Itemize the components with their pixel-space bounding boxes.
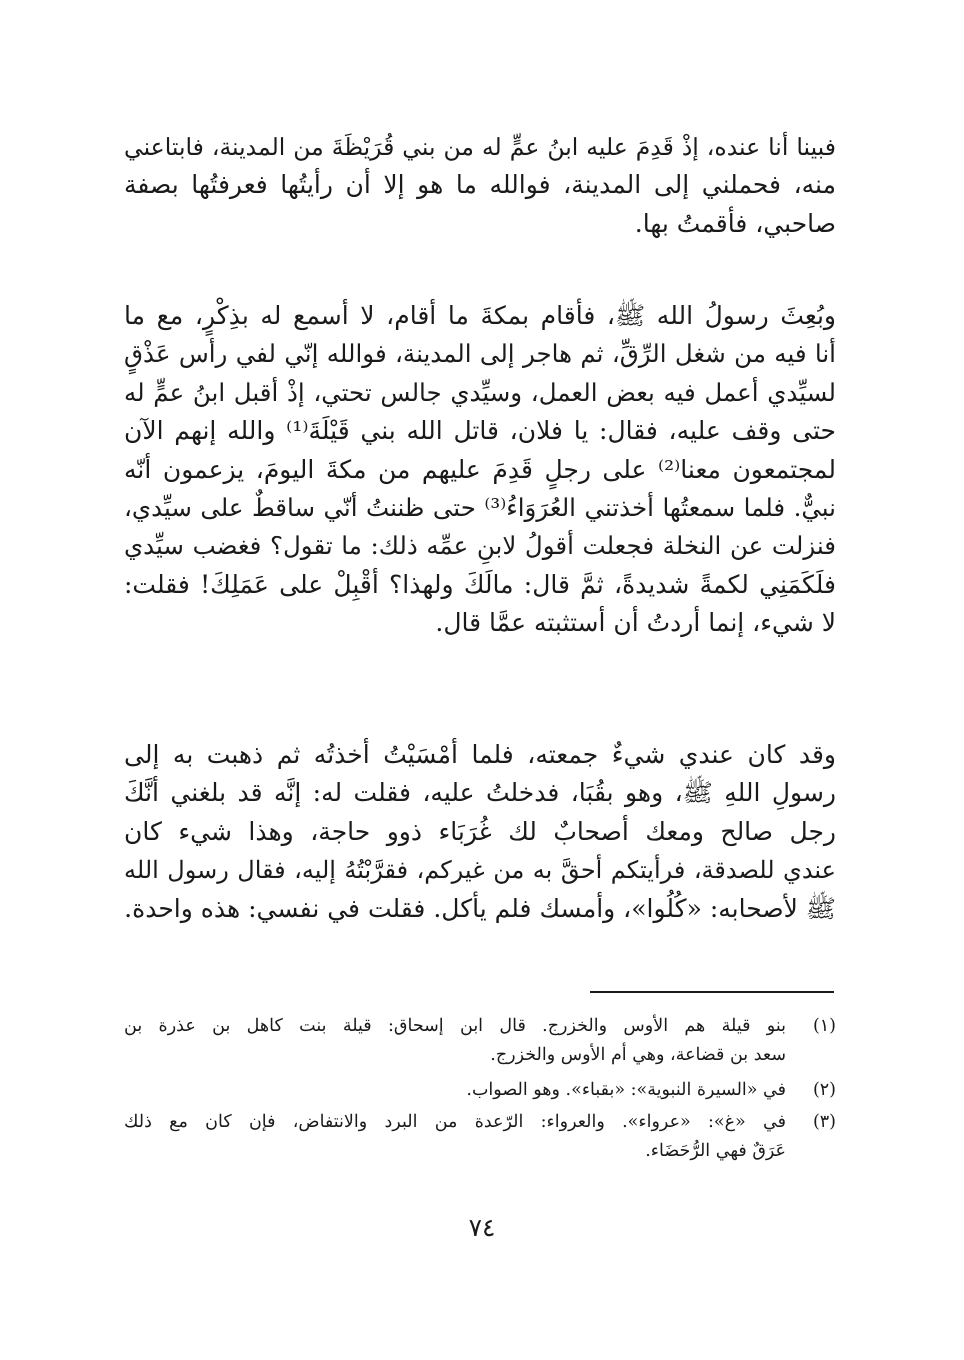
footnote-line: بنو قيلة هم الأوس والخزرج. قال ابن إسحاق: قيلة بنت كاهل بن عذرة بن — [124, 1016, 786, 1036]
footnote-text — [124, 1076, 786, 1105]
text-line: أنا فيه من شغل الرِّقِّ، ثم هاجر إلى المدينة، فوالله إنّي لفي رأس عَذْقٍ — [124, 339, 836, 369]
paragraph-3 — [124, 736, 836, 928]
footnote-number: (٢) — [812, 1080, 836, 1100]
footnote-line: سعد بن قضاعة، وهي أم الأوس والخزرج. — [490, 1045, 786, 1065]
text-line: وبُعِثَ رسولُ الله ﷺ، فأقام بمكةَ ما أقام، لا أسمع له بذِكْرٍ، مع ما — [124, 301, 836, 330]
page-number: ٧٤ — [468, 1213, 496, 1242]
footnotes — [124, 1012, 836, 1166]
footnote-1 — [124, 1012, 836, 1070]
footnote-2 — [124, 1076, 836, 1105]
footnote-number: (٣) — [812, 1112, 836, 1132]
text-line: عندي للصدقة، فرأيتكم أحقَّ به من غيركم، فقرَّبْتُهُ إليه، فقال رسول الله — [124, 856, 836, 885]
footnote-text — [124, 1108, 786, 1166]
text-line: فنزلت عن النخلة فجعلت أقولُ لابنِ عمِّه ذلك: ما تقول؟ فغضب سيِّدي — [124, 531, 836, 561]
footnote-divider — [590, 991, 834, 993]
paragraph-2 — [124, 297, 836, 643]
text-line: لمجتمعون معنا⁽²⁾ على رجلٍ قَدِمَ عليهم من مكةَ اليومَ، يزعمون أنّه — [124, 454, 836, 484]
footnote-text — [124, 1012, 786, 1070]
paragraph-1 — [124, 128, 836, 243]
text-line: فلَكَمَنِي لكمةً شديدةً، ثمَّ قال: مالَكَ ولهذا؟ أقْبِلْ على عَمَلِكَ! فقلت: — [124, 569, 836, 599]
footnote-line: في «غ»: «عرواء». والعرواء: الرّعدة من البرد والانتفاض، فإن كان مع ذلك — [124, 1112, 786, 1132]
text-line: نبيٌّ. فلما سمعتُها أخذتني العُرَوَاءُ⁽³⁾ حتى ظننتُ أنّي ساقطٌ على سيِّدي، — [124, 493, 836, 523]
text-line: لا شيء، إنما أردتُ أن أستثبته عمَّا قال. — [435, 608, 836, 638]
footnote-line: عَرَقٌ فهي الرُّحَضَاء. — [645, 1141, 786, 1161]
text-line: منه، فحملني إلى المدينة، فوالله ما هو إلا أن رأيتُها فعرفتُها بصفة — [124, 170, 836, 200]
text-line: فبينا أنا عنده، إذْ قَدِمَ عليه ابنُ عمٍّ له من بني قُرَيْظَةَ من المدينة، فابتاعني — [124, 133, 836, 161]
footnote-number: (١) — [812, 1016, 836, 1036]
footnote-3 — [124, 1108, 836, 1166]
text-line: لسيِّدي أعمل فيه بعض العمل، وسيِّدي جالس تحتي، إذْ أقبل ابنُ عمٍّ له — [124, 377, 836, 407]
text-line: وقد كان عندي شيءٌ جمعته، فلما أمْسَيْتُ أخذتُه ثم ذهبت به إلى — [124, 740, 836, 769]
footnote-line: في «السيرة النبوية»: «بقباء». وهو الصواب. — [466, 1080, 786, 1100]
text-line: ﷺ لأصحابه: «كُلُوا»، وأمسك فلم يأكل. فقلت في نفسي: هذه واحدة. — [124, 893, 836, 923]
text-line: رجل صالح ومعك أصحابٌ لك غُرَبَاء ذوو حاجة، وهذا شيء كان — [124, 816, 836, 846]
text-line: صاحبي، فأقمتُ بها. — [634, 208, 836, 238]
text-line: حتى وقف عليه، فقال: يا فلان، قاتل الله بني قَيْلَةَ⁽¹⁾ والله إنهم الآن — [124, 416, 836, 446]
text-line: رسولِ اللهِ ﷺ، وهو بقُبَا، فدخلتُ عليه، فقلت له: إنَّه قد بلغني أنَّكَ — [124, 778, 836, 808]
